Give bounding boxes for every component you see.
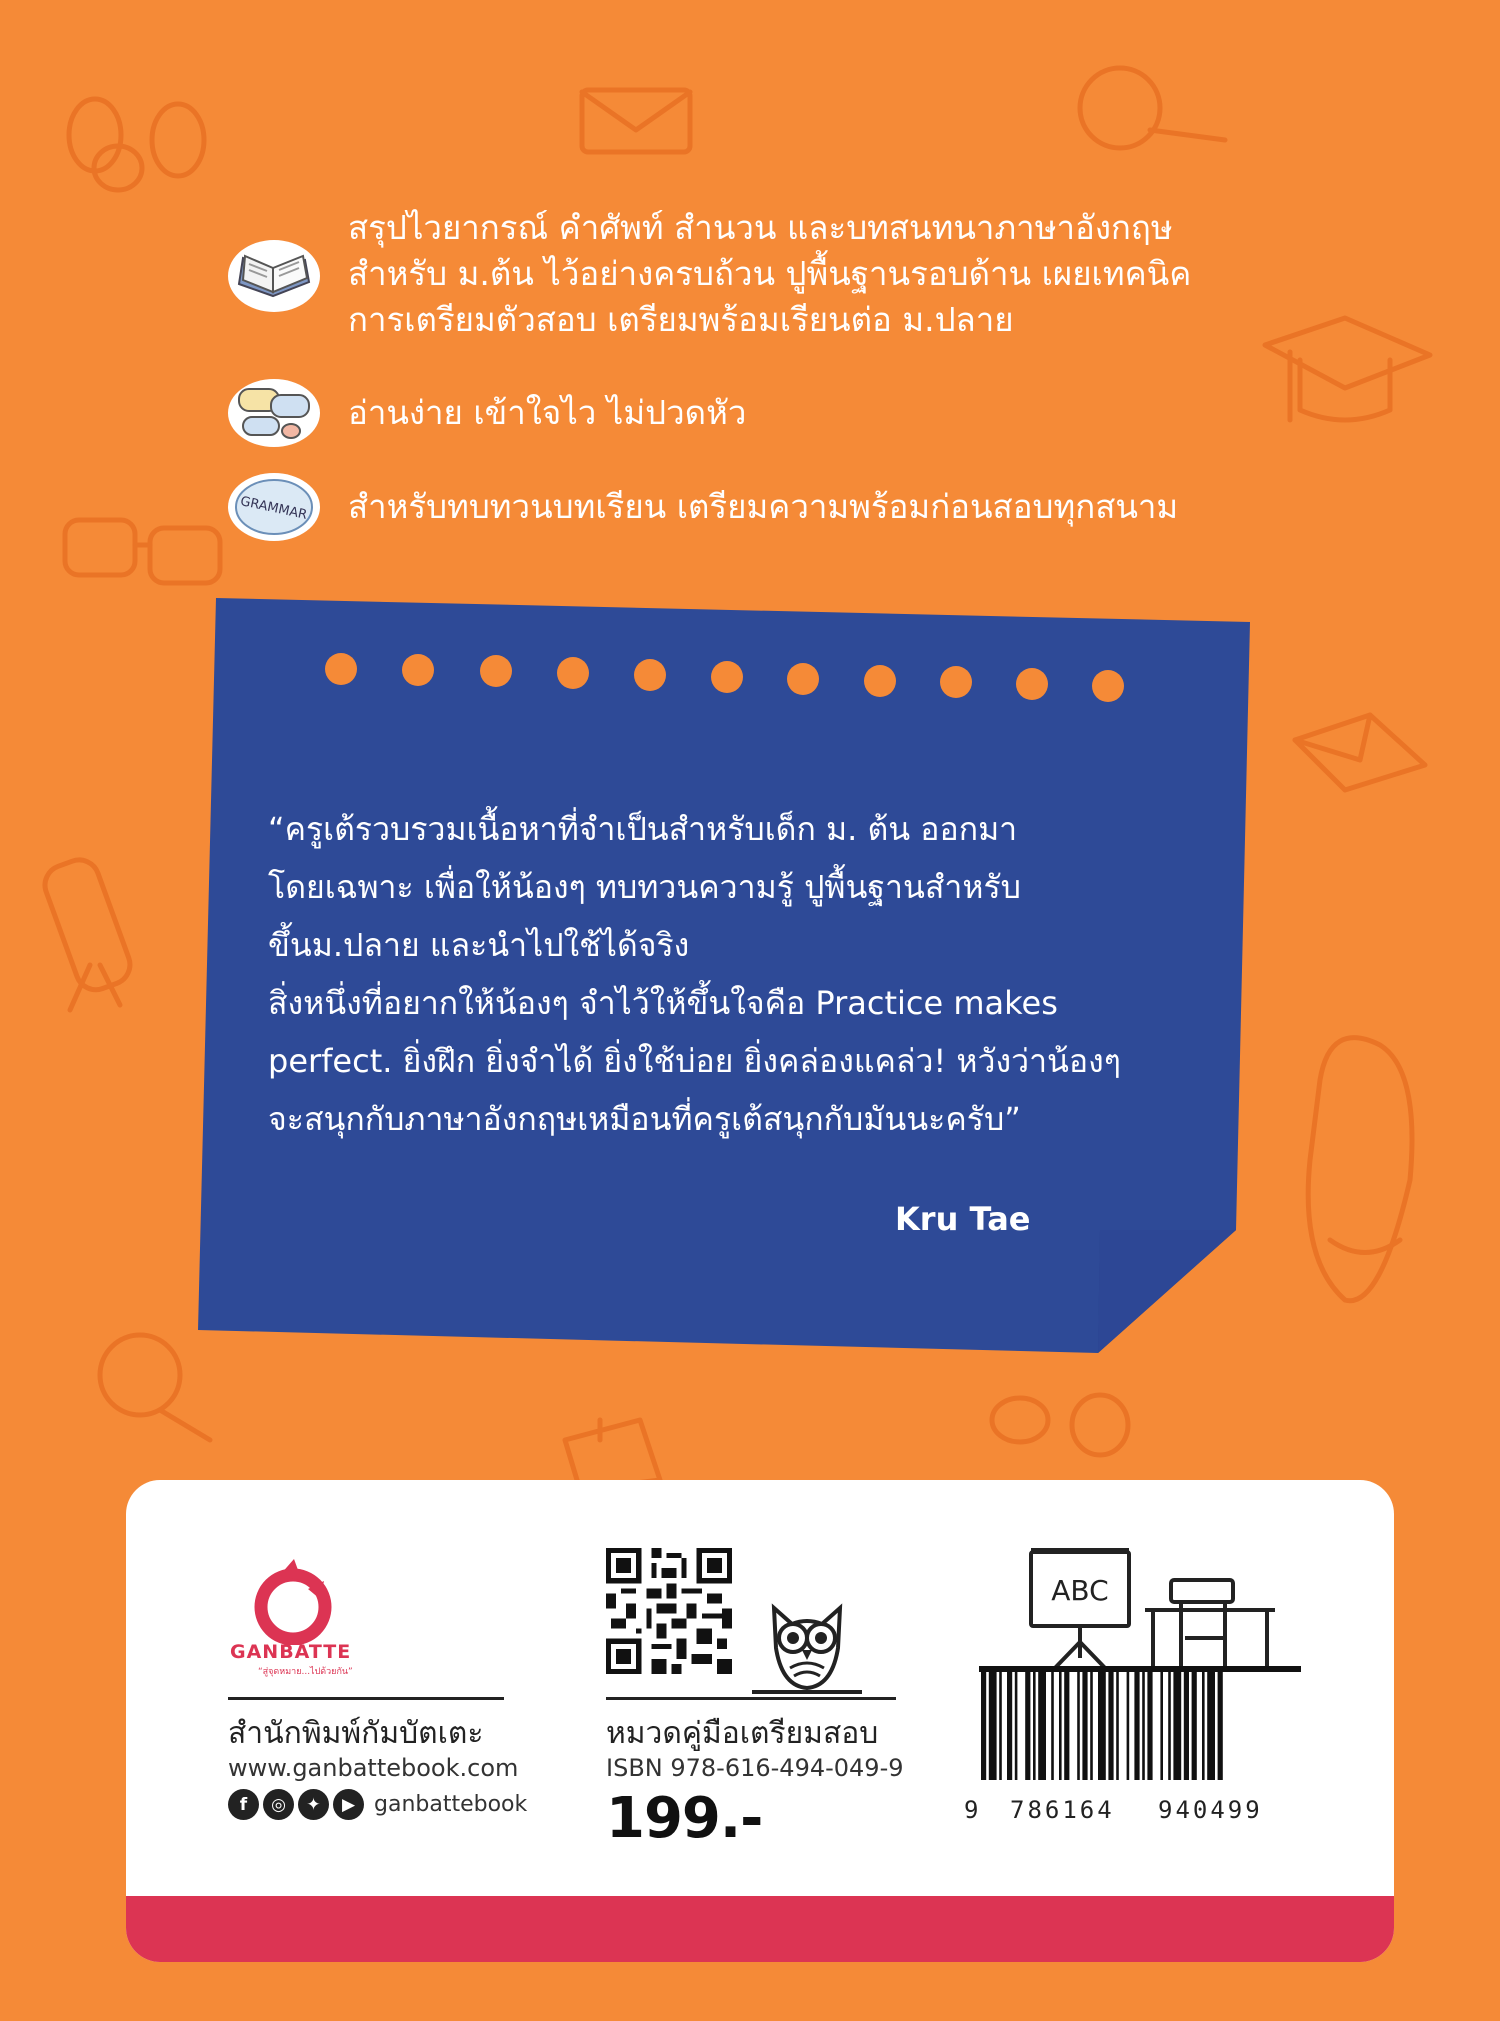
publisher-name: สำนักพิมพ์กัมบัตเตะ — [228, 1716, 484, 1751]
social-handle: ganbattebook — [374, 1792, 528, 1817]
ganbatte-logo — [228, 1555, 358, 1645]
book-info-divider — [606, 1697, 896, 1700]
barcode — [975, 1538, 1305, 1784]
abc-board-illustration — [1031, 1550, 1129, 1670]
quote-text: “ครูเต้รวบรวมเนื้อหาที่จำเป็นสำหรับเด็ก ม. ต้น ออกมา โดยเฉพาะ เพื่อให้น้องๆ ทบทวนความรู้ ปูพื้นฐานสำหรับ ขึ้นม.ปลาย และนำไปใช้ได้จริง สิ่งหนึ่งที่อยากให้น้องๆ จำไว้ให้ขึ้นใจคือ Practice makes perfect. ยิ่งฝึก ยิ่งจำได้ ยิ่งใช้บ่อย ยิ่งคล่องแคล่ว! หวังว่าน้องๆ จะสนุกกับภาษาอังกฤษเหมือนที่ครูเต้สนุกกับมันนะครับ” — [268, 810, 1121, 1138]
twitter-icon[interactable]: ✦ — [298, 1789, 329, 1820]
board-text: ABC — [1051, 1574, 1109, 1607]
quote-author: Kru Tae — [895, 1200, 1031, 1238]
facebook-icon[interactable]: f — [228, 1789, 259, 1820]
publisher-website[interactable]: www.ganbattebook.com — [228, 1754, 519, 1782]
barcode-digits-right: 940499 — [1158, 1796, 1263, 1824]
instagram-icon[interactable]: ◎ — [263, 1789, 294, 1820]
bullet-easy-read-text: อ่านง่าย เข้าใจไว ไม่ปวดหัว — [348, 393, 747, 432]
bullet-review-text: สำหรับทบทวนบทเรียน เตรียมความพร้อมก่อนสอบทุกสนาม — [348, 487, 1179, 526]
barcode-bars — [979, 1666, 1301, 1780]
brand-name: GANBATTE — [230, 1641, 352, 1663]
book-price: 199.- — [606, 1786, 763, 1851]
barcode-digit-first: 9 — [964, 1796, 982, 1824]
qr-code[interactable] — [606, 1548, 732, 1674]
bullet-summary-text: สรุปไวยากรณ์ คำศัพท์ สำนวน และบทสนทนาภาษาอังกฤษ สำหรับ ม.ต้น ไว้อย่างครบถ้วน ปูพื้นฐานรอบด้าน เผยเทคนิค การเตรียมตัวสอบ เตรียมพร้อมเรียนต่อ ม.ปลาย — [348, 208, 1192, 339]
book-isbn: ISBN 978-616-494-049-9 — [606, 1754, 904, 1782]
owl-illustration — [752, 1588, 862, 1698]
youtube-icon[interactable]: ▶ — [333, 1789, 364, 1820]
coins-doodle-2 — [992, 1395, 1128, 1455]
desk-chair-illustration — [1145, 1580, 1275, 1670]
social-links — [228, 1789, 527, 1820]
book-category: หมวดคู่มือเตรียมสอบ — [606, 1716, 879, 1751]
card-bottom-band — [126, 1896, 1394, 1962]
brand-slogan: “สู่จุดหมาย...ไปด้วยกัน” — [258, 1667, 353, 1677]
publisher-divider — [228, 1697, 504, 1700]
grammar-badge-text: GRAMMAR — [238, 494, 309, 523]
barcode-digits-left: 786164 — [1010, 1796, 1115, 1824]
